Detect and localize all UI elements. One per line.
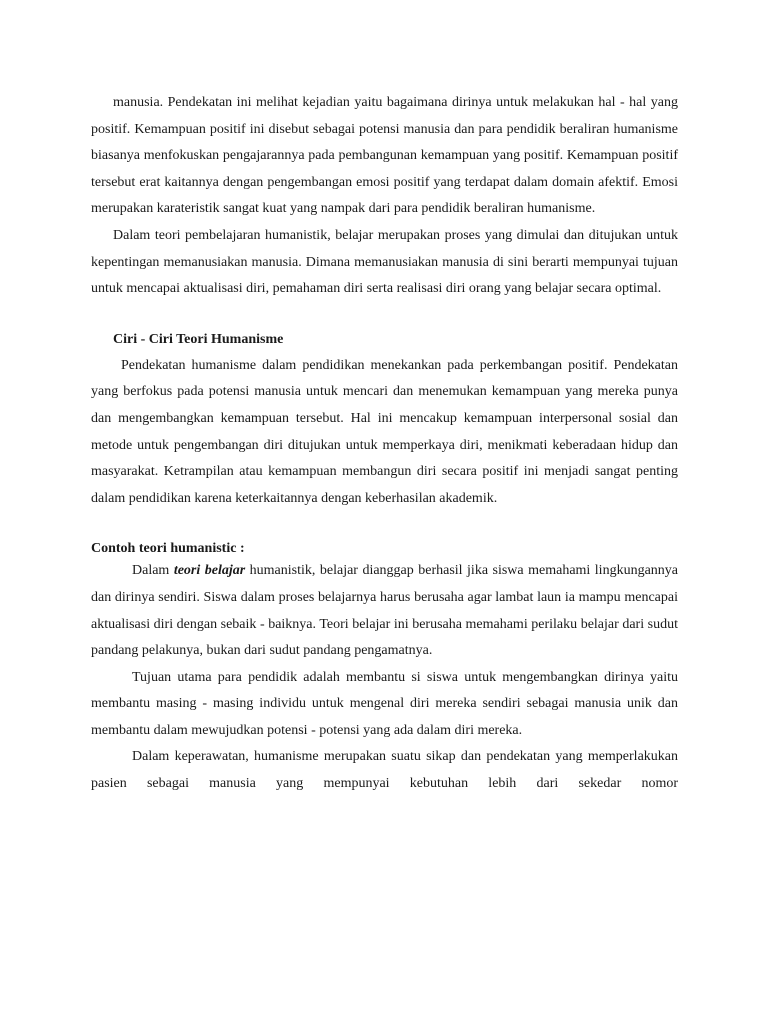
section2-paragraph-3: Dalam keperawatan, humanisme merupakan suatu sikap dan pendekatan yang memperlakukan pasien sebagai manusia yang mempunyai kebutuhan lebih dari sekedar nomor bbox=[91, 749, 678, 792]
section2-paragraph-2: Tujuan utama para pendidik adalah membantu si siswa untuk mengembangkan dirinya yaitu membantu masing - masing individu untuk mengenal diri mereka sendiri sebagai manusia unik dan membantu dalam mewujudkan potensi - potensi yang ada dalam diri mereka. bbox=[91, 669, 678, 738]
intro-paragraph-1: manusia. Pendekatan ini melihat kejadian yaitu bagaimana dirinya untuk melakukan hal - hal yang positif. Kemampuan positif ini disebut sebagai potensi manusia dan para pendidik beraliran humanisme biasanya menfokuskan pengajarannya pada pembangunan kemampuan yang positif. Kemampuan positif tersebut erat kaitannya dengan pengembangan emosi positif yang terdapat dalam domain afektif. Emosi merupakan karateristik sangat kuat yang nampak dari para pendidik beraliran humanisme. bbox=[91, 95, 678, 217]
intro-paragraph-2: Dalam teori pembelajaran humanistik, belajar merupakan proses yang dimulai dan ditujukan untuk kepentingan memanusiakan manusia. Dimana memanusiakan manusia di sini berarti mempunyai tujuan untuk mencapai aktualisasi diri, pemahaman diri serta realisasi diri orang yang belajar secara optimal. bbox=[91, 227, 678, 297]
p1-rest: humanistik, belajar dianggap berhasil jika siswa memahami lingkungannya dan dirinya sendiri. Siswa dalam proses belajarnya harus berusaha agar lambat laun ia mampu mencapai aktualisasi diri dengan sebaik - baiknya. Teori belajar ini berusaha memahami perilaku belajar dari sudut pandang pelakunya, bukan dari sudut pandang pengamatnya. bbox=[91, 563, 678, 659]
section2-paragraph-1 bbox=[91, 558, 678, 664]
p1-emphasis: teori belajar bbox=[173, 563, 246, 579]
p1-start: Dalam bbox=[132, 563, 174, 579]
document-page bbox=[91, 90, 678, 798]
section-heading-contoh: Contoh teori humanistic : bbox=[91, 541, 245, 557]
section1-paragraph: Pendekatan humanisme dalam pendidikan menekankan pada perkembangan positif. Pendekatan yang berfokus pada potensi manusia untuk mencari dan menemukan kemampuan yang mereka punya dan mengembangkan kemampuan tersebut. Hal ini mencakup kemampuan interpersonal sosial dan metode untuk pengembangan diri ditujukan untuk memperkaya diri, menikmati keberadaan hidup dan masyarakat. Ketrampilan atau kemampuan membangun diri secara positif ini menjadi sangat penting dalam pendidikan karena keterkaitannya dengan keberhasilan akademik. bbox=[91, 357, 678, 506]
section-heading-ciri: Ciri - Ciri Teori Humanisme bbox=[113, 331, 284, 347]
